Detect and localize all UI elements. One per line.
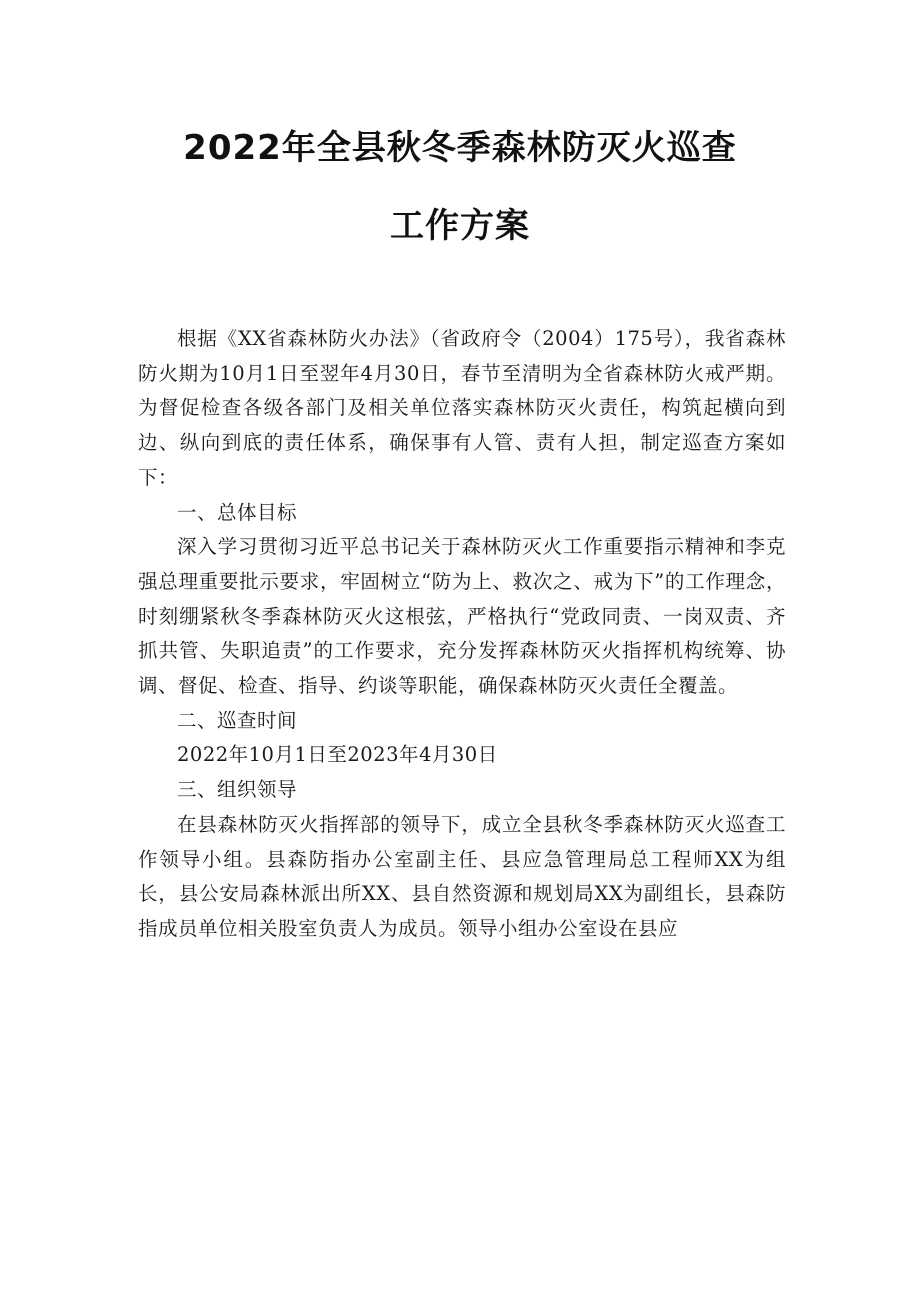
document-body (138, 322, 786, 947)
organization-paragraph: 在县森林防灭火指挥部的领导下，成立全县秋冬季森林防灭火巡查工作领导小组。县森防指办公室副主任、县应急管理局总工程师XX为组长，县公安局森林派出所XX、县自然资源和规划局XX为副组长，县森防指成员单位相关股室负责人为成员。领导小组办公室设在县应 (138, 812, 786, 940)
inspection-time-paragraph: 2022年10月1日至2023年4月30日 (177, 743, 498, 767)
intro-paragraph: 根据《XX省森林防火办法》（省政府令（2004）175号），我省森林防火期为10月1日至翌年4月30日，春节至清明为全省森林防火戒严期。为督促检查各级各部门及相关单位落实森林防灭火责任，构筑起横向到边、纵向到底的责任体系，确保事有人管、责有人担，制定巡查方案如下： (138, 327, 786, 489)
section-heading-overall-goal: 一、总体目标 (177, 500, 298, 524)
section-heading-organization: 三、组织领导 (177, 778, 298, 802)
section-heading-inspection-time: 二、巡查时间 (177, 708, 298, 732)
document-title (0, 128, 920, 246)
title-line-1: 2022年全县秋冬季森林防灭火巡查 (183, 128, 737, 168)
overall-goal-paragraph: 深入学习贯彻习近平总书记关于森林防灭火工作重要指示精神和李克强总理重要批示要求，牢固树立“防为上、救次之、戒为下”的工作理念，时刻绷紧秋冬季森林防灭火这根弦，严格执行“党政同责、一岗双责、齐抓共管、失职追责”的工作要求，充分发挥森林防灭火指挥机构统筹、协调、督促、检查、指导、约谈等职能，确保森林防灭火责任全覆盖。 (138, 535, 786, 698)
title-line-2: 工作方案 (390, 206, 530, 246)
